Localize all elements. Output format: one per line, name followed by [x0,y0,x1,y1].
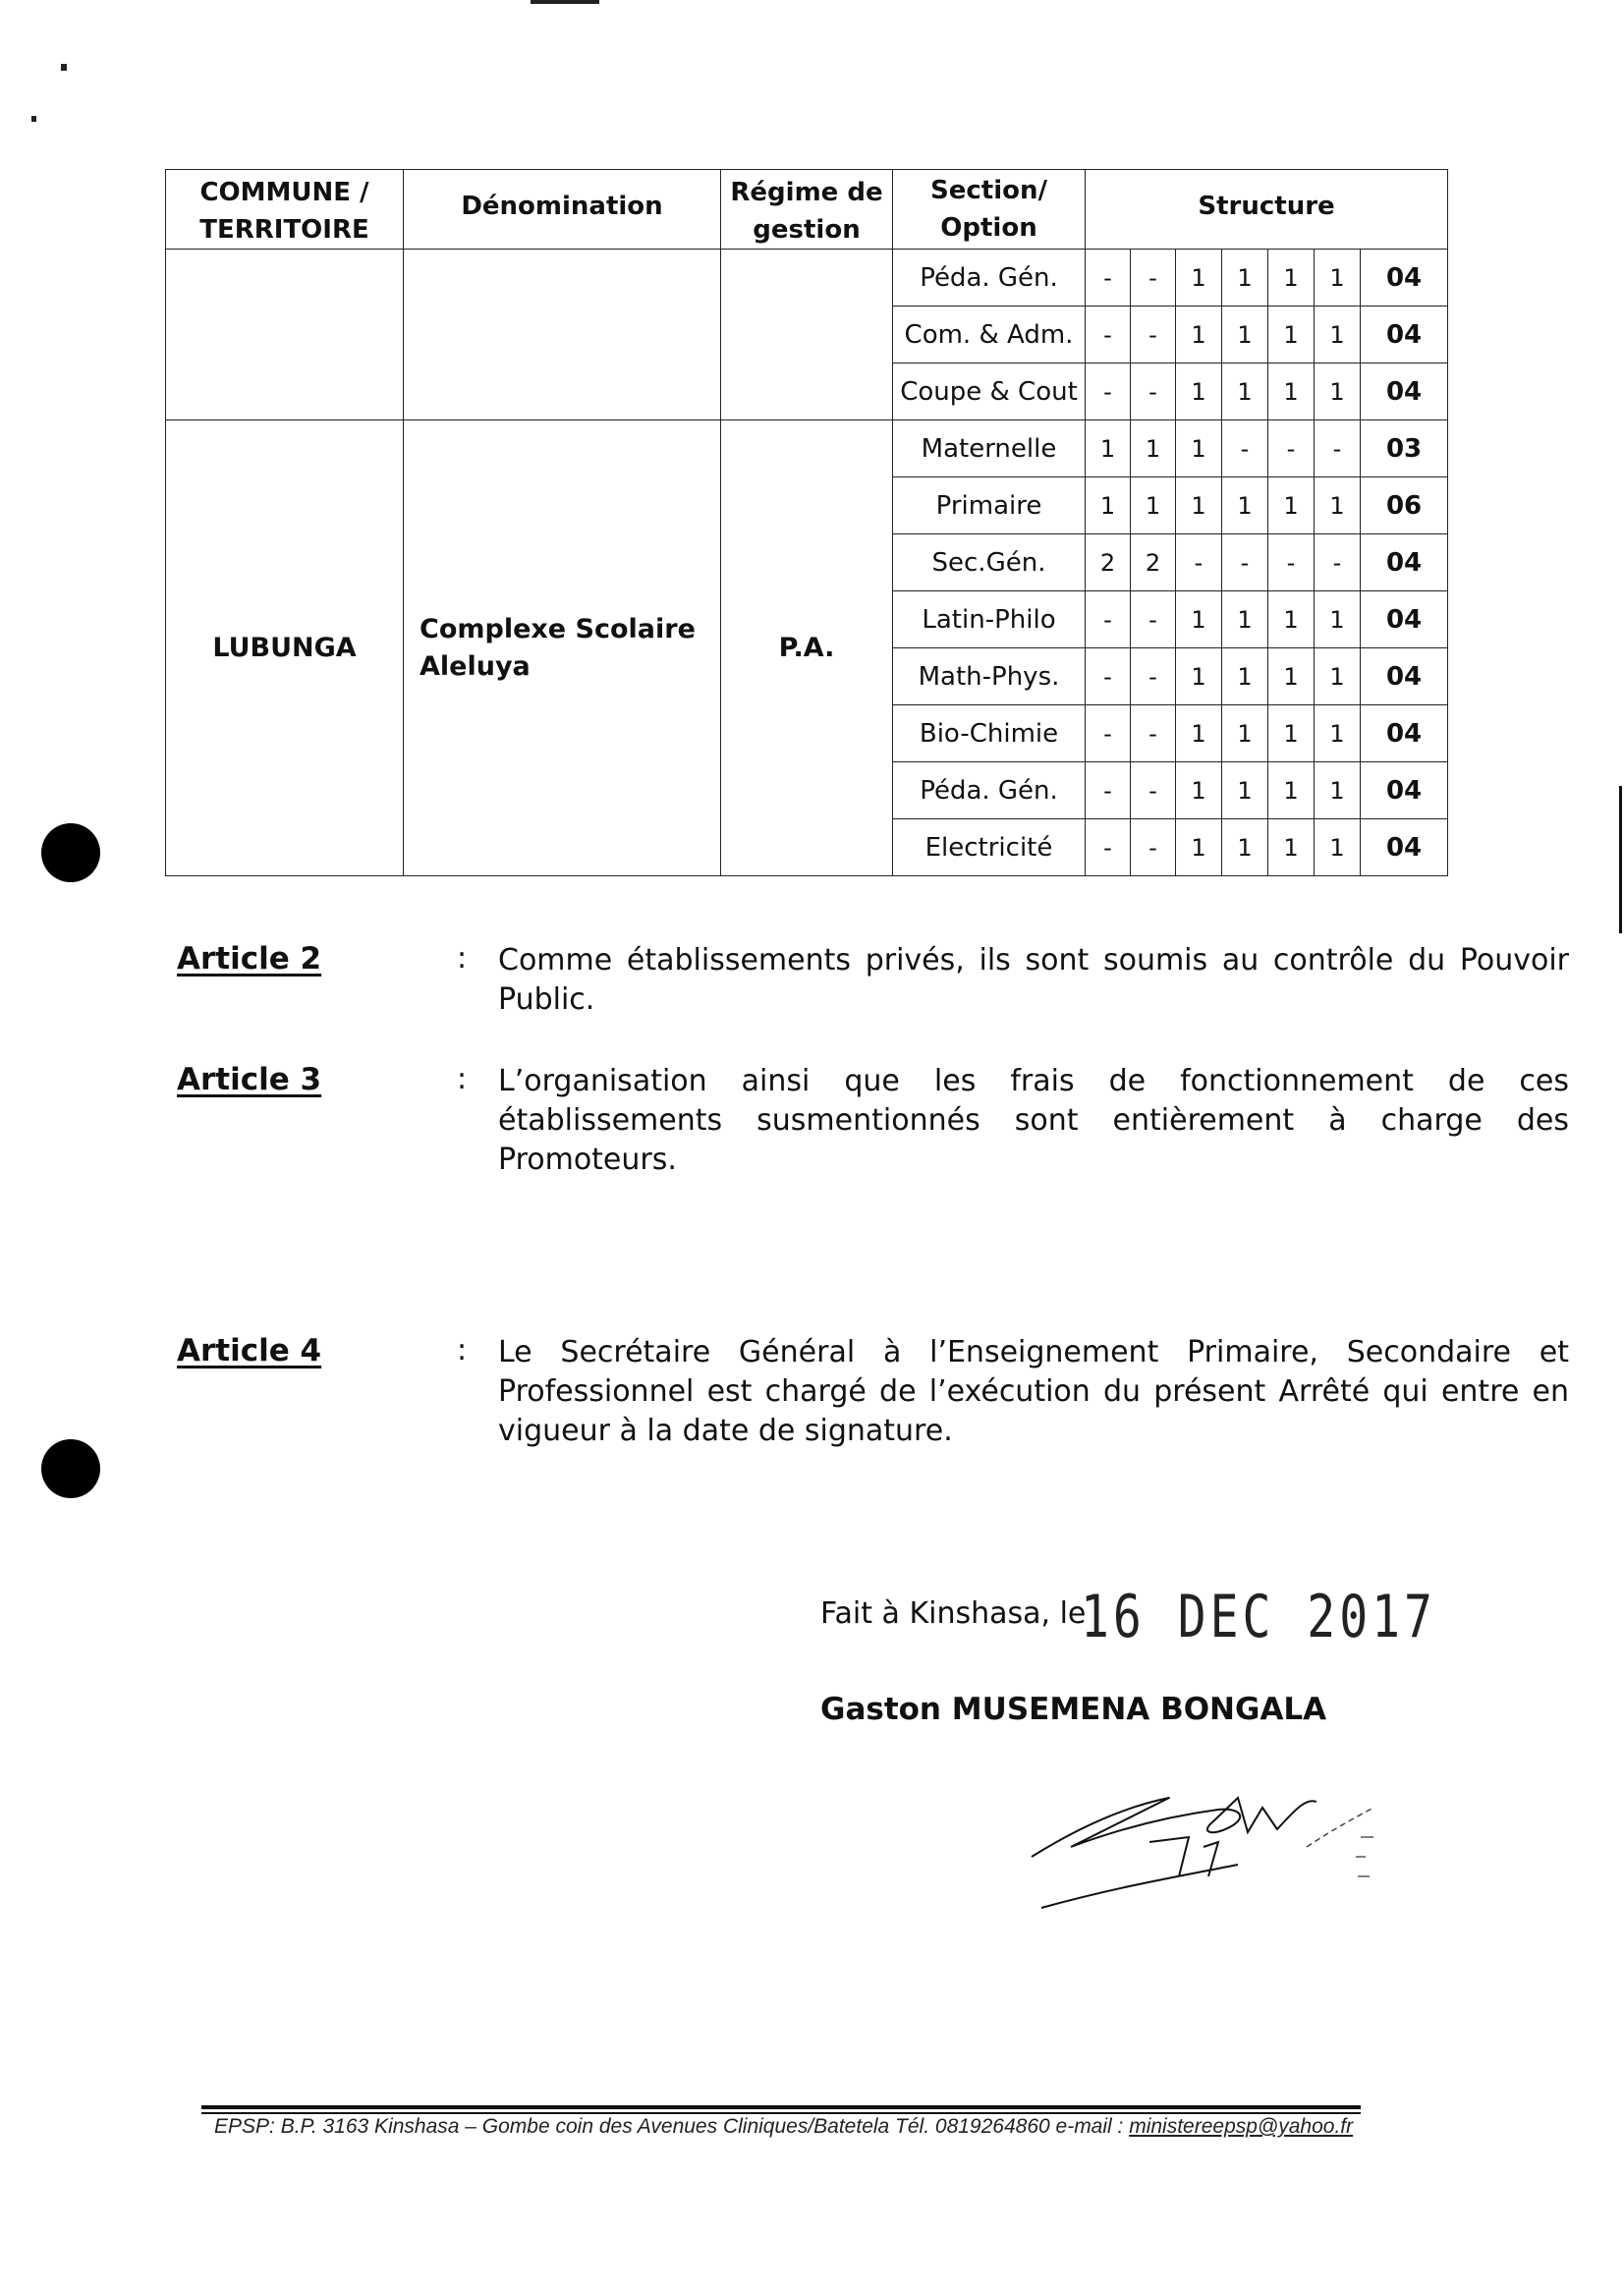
structure-count-cell: 1 [1268,591,1315,648]
structure-count-cell: 1 [1222,363,1268,420]
structure-count-cell: 1 [1268,705,1315,762]
structure-count-cell: - [1131,705,1176,762]
structure-count-cell: 1 [1222,762,1268,819]
structure-count-cell: - [1131,591,1176,648]
header-commune: COMMUNE / TERRITOIRE [166,170,404,250]
structure-total-cell: 06 [1361,477,1448,534]
structure-count-cell: 1 [1222,307,1268,363]
structure-count-cell: 1 [1222,705,1268,762]
option-cell: Maternelle [893,420,1086,477]
option-cell: Coupe & Cout [893,363,1086,420]
option-cell: Electricité [893,819,1086,876]
structure-count-cell: 1 [1315,819,1361,876]
structure-total-cell: 04 [1361,591,1448,648]
handwritten-signature [1012,1739,1434,1916]
structure-count-cell: 1 [1268,648,1315,705]
regime-cell: P.A. [721,420,893,876]
structure-count-cell: 2 [1086,534,1131,591]
structure-count-cell: 1 [1315,705,1361,762]
option-cell: Sec.Gén. [893,534,1086,591]
structure-total-cell: 04 [1361,307,1448,363]
structure-count-cell: 1 [1222,250,1268,307]
structure-total-cell: 04 [1361,363,1448,420]
structure-count-cell: 1 [1086,477,1131,534]
footer-email-link[interactable]: ministereepsp@yahoo.fr [1129,2115,1354,2138]
group1-commune-cell [166,250,404,420]
structure-count-cell: - [1268,420,1315,477]
article-text: Le Secrétaire Général à l’Enseignement Primaire, Secondaire et Professionnel est chargé de l’exécution du présent Arrêté qui entre en vigueur à la date de signature. [498,1335,1569,1448]
punch-hole [41,1439,100,1498]
scan-speck [61,64,67,71]
header-structure: Structure [1086,170,1448,250]
structure-count-cell: 1 [1268,307,1315,363]
header-section: Section/ Option [893,170,1086,250]
denomination-cell: Complexe Scolaire Aleluya [404,420,721,876]
structure-total-cell: 04 [1361,819,1448,876]
article-label: Article 2 [177,941,322,977]
structure-count-cell: 1 [1315,591,1361,648]
footer-address [214,2115,1353,2139]
structure-count-cell: 1 [1176,363,1222,420]
structure-total-cell: 03 [1361,420,1448,477]
option-cell: Bio-Chimie [893,705,1086,762]
structure-count-cell: - [1086,819,1131,876]
structure-count-cell: 1 [1176,477,1222,534]
scan-speck [31,116,36,122]
structure-total-cell: 04 [1361,762,1448,819]
group1-denomination-cell [404,250,721,420]
article-colon: : [457,941,468,976]
structure-count-cell: 1 [1131,420,1176,477]
structure-count-cell: - [1131,648,1176,705]
structure-count-cell: 1 [1176,762,1222,819]
structure-count-cell: - [1131,819,1176,876]
header-denomination: Dénomination [404,170,721,250]
structure-count-cell: - [1086,250,1131,307]
structure-count-cell: - [1222,534,1268,591]
table-row [166,420,1448,477]
structure-count-cell: 1 [1315,648,1361,705]
structure-count-cell: - [1315,420,1361,477]
structure-count-cell: 2 [1131,534,1176,591]
structure-total-cell: 04 [1361,250,1448,307]
group1-regime-cell [721,250,893,420]
footer-rule-thin [201,2112,1361,2114]
structure-count-cell: 1 [1315,363,1361,420]
structure-count-cell: - [1086,648,1131,705]
structure-count-cell: - [1131,363,1176,420]
structure-count-cell: - [1222,420,1268,477]
commune-cell: LUBUNGA [166,420,404,876]
scan-edge-line [1619,786,1622,933]
punch-hole [41,823,100,882]
structure-total-cell: 04 [1361,534,1448,591]
structure-count-cell: 1 [1222,648,1268,705]
structure-count-cell: - [1086,363,1131,420]
structure-count-cell: 1 [1176,250,1222,307]
option-cell: Latin-Philo [893,591,1086,648]
structure-count-cell: 1 [1176,420,1222,477]
article-colon: : [457,1333,468,1368]
structure-count-cell: 1 [1315,762,1361,819]
structure-count-cell: 1 [1268,819,1315,876]
structure-count-cell: - [1131,250,1176,307]
structure-count-cell: 1 [1268,250,1315,307]
structure-count-cell: 1 [1315,477,1361,534]
article-colon: : [457,1062,468,1096]
structure-count-cell: 1 [1268,477,1315,534]
structure-count-cell: - [1131,762,1176,819]
structure-table [165,169,1448,876]
structure-count-cell: - [1086,705,1131,762]
structure-count-cell: 1 [1131,477,1176,534]
place-date-label: Fait à Kinshasa, le [820,1596,1087,1631]
structure-count-cell: 1 [1315,307,1361,363]
structure-count-cell: 1 [1315,250,1361,307]
structure-count-cell: 1 [1086,420,1131,477]
article-text: L’organisation ainsi que les frais de fonctionnement de ces établissements susmentionnés sont entièrement à charge des Promoteurs. [498,1064,1569,1177]
structure-count-cell: 1 [1176,705,1222,762]
signer-name: Gaston MUSEMENA BONGALA [820,1692,1327,1727]
structure-count-cell: 1 [1176,648,1222,705]
structure-count-cell: - [1176,534,1222,591]
option-cell: Math-Phys. [893,648,1086,705]
structure-total-cell: 04 [1361,705,1448,762]
structure-count-cell: - [1131,307,1176,363]
footer-rule [201,2105,1361,2109]
structure-total-cell: 04 [1361,648,1448,705]
structure-count-cell: - [1086,307,1131,363]
structure-count-cell: 1 [1222,477,1268,534]
structure-count-cell: 1 [1222,819,1268,876]
structure-count-cell: - [1268,534,1315,591]
structure-count-cell: - [1086,762,1131,819]
structure-count-cell: - [1086,591,1131,648]
option-cell: Primaire [893,477,1086,534]
option-cell: Péda. Gén. [893,762,1086,819]
structure-count-cell: 1 [1176,819,1222,876]
scan-mark-top [531,0,599,4]
table-body [166,250,1448,876]
article-label: Article 3 [177,1062,322,1097]
footer-address-text: EPSP: B.P. 3163 Kinshasa – Gombe coin des Avenues Cliniques/Batetela Tél. 0819264860 e-mail : [214,2115,1130,2138]
structure-count-cell: 1 [1222,591,1268,648]
structure-count-cell: 1 [1176,591,1222,648]
structure-count-cell: 1 [1268,762,1315,819]
table-row [166,250,1448,307]
header-regime: Régime de gestion [721,170,893,250]
option-cell: Com. & Adm. [893,307,1086,363]
structure-count-cell: - [1315,534,1361,591]
article-label: Article 4 [177,1333,322,1368]
structure-count-cell: 1 [1176,307,1222,363]
structure-count-cell: 1 [1268,363,1315,420]
option-cell: Péda. Gén. [893,250,1086,307]
date-stamp: 16 DEC 2017 [1081,1583,1436,1651]
article-text: Comme établissements privés, ils sont soumis au contrôle du Pouvoir Public. [498,943,1569,1017]
